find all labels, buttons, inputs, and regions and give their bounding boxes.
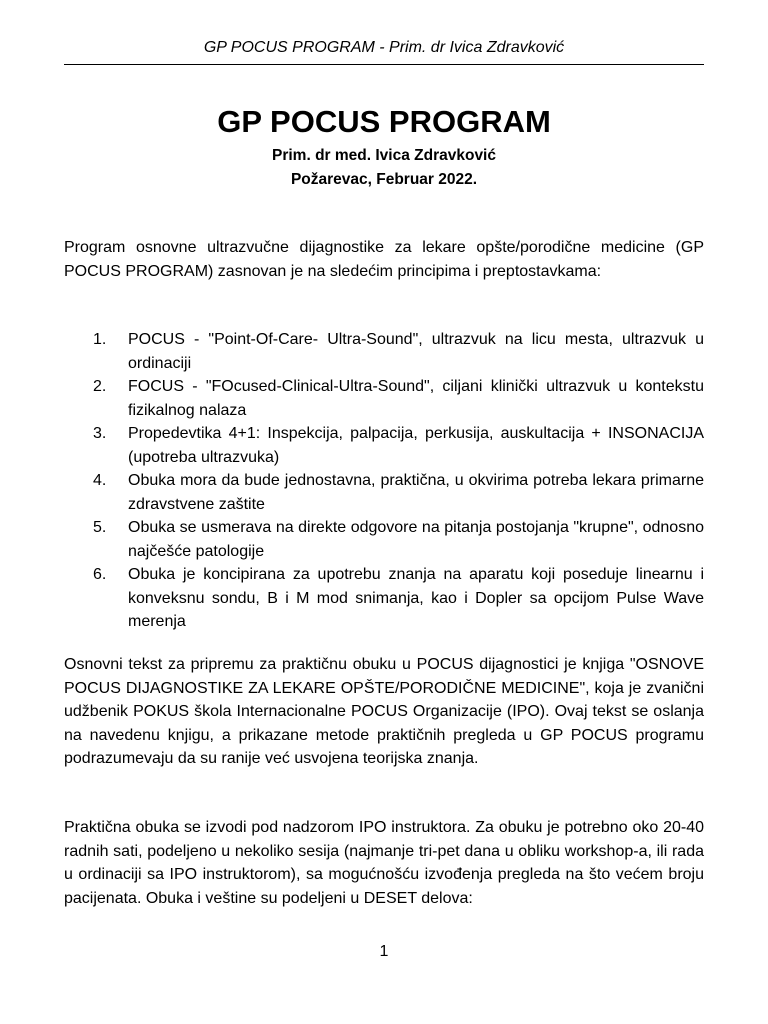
place-date-line: Požarevac, Februar 2022. <box>290 171 478 188</box>
training-paragraph <box>64 816 704 910</box>
list-item <box>64 375 704 422</box>
page-number: 1 <box>379 943 389 960</box>
list-item-text: Obuka se usmerava na direkte odgovore na pitanja postojanja "krupne", odnosno najčešće patologije <box>128 519 704 560</box>
list-item-text: POCUS - "Point-Of-Care- Ultra-Sound", ultrazvuk na licu mesta, ultrazvuk u ordinaciji <box>128 331 704 372</box>
list-item-number: 6. <box>93 566 107 583</box>
list-item-number: 5. <box>93 519 107 536</box>
list-item-text: Obuka je koncipirana za upotrebu znanja na aparatu koji poseduje linearnu i konveksnu sondu, B i M mod snimanja, kao i Dopler sa opcijom Pulse Wave merenja <box>128 566 704 630</box>
running-header: GP POCUS PROGRAM - Prim. dr Ivica Zdravković <box>203 39 565 56</box>
header-rule <box>64 64 704 65</box>
intro-paragraph <box>64 236 704 283</box>
textbook-paragraph <box>64 653 704 771</box>
list-item <box>64 469 704 516</box>
list-item <box>64 328 704 375</box>
list-item-number: 4. <box>93 472 107 489</box>
list-item-text: FOCUS - "FOcused-Clinical-Ultra-Sound", ciljani klinički ultrazvuk u kontekstu fizikalnog nalaza <box>128 378 704 419</box>
training-text: Praktična obuka se izvodi pod nadzorom IPO instruktora. Za obuku je potrebno oko 20-40 radnih sati, podeljeno u nekoliko sesija (najmanje tri-pet dana u obliku workshop-a, ili rada u ordinaciji sa IPO instruktorom), sa mogućnošću izvođenja pregleda na što većem broju pacijenata. Obuka i veštine su podeljeni u DESET delova: <box>64 819 704 907</box>
list-item-number: 1. <box>93 331 107 348</box>
document-title: GP POCUS PROGRAM <box>217 104 551 139</box>
list-item <box>64 563 704 634</box>
list-item <box>64 516 704 563</box>
author-line: Prim. dr med. Ivica Zdravković <box>272 147 496 164</box>
intro-text: Program osnovne ultrazvučne dijagnostike za lekare opšte/porodične medicine (GP POCUS PROGRAM) zasnovan je na sledećim principima i preptostavkama: <box>64 239 704 280</box>
list-item-number: 2. <box>93 378 107 395</box>
list-item <box>64 422 704 469</box>
list-item-text: Obuka mora da bude jednostavna, praktična, u okvirima potreba lekara primarne zdravstvene zaštite <box>128 472 704 513</box>
list-item-text: Propedevtika 4+1: Inspekcija, palpacija, perkusija, auskultacija + INSONACIJA (upotreba ultrazvuka) <box>128 425 704 466</box>
principles-list <box>64 328 704 634</box>
list-item-number: 3. <box>93 425 107 442</box>
textbook-text: Osnovni tekst za pripremu za praktičnu obuku u POCUS dijagnostici je knjiga "OSNOVE POCUS DIJAGNOSTIKE ZA LEKARE OPŠTE/PORODIČNE MEDICINE", koja je zvanični udžbenik POKUS škola Internacionalne POCUS Organizacije (IPO). Ovaj tekst se oslanja na navedenu knjigu, a prikazane metode praktičnih pregleda u GP POCUS programu podrazumevaju da su ranije već usvojena teorijska znanja. <box>64 656 704 767</box>
